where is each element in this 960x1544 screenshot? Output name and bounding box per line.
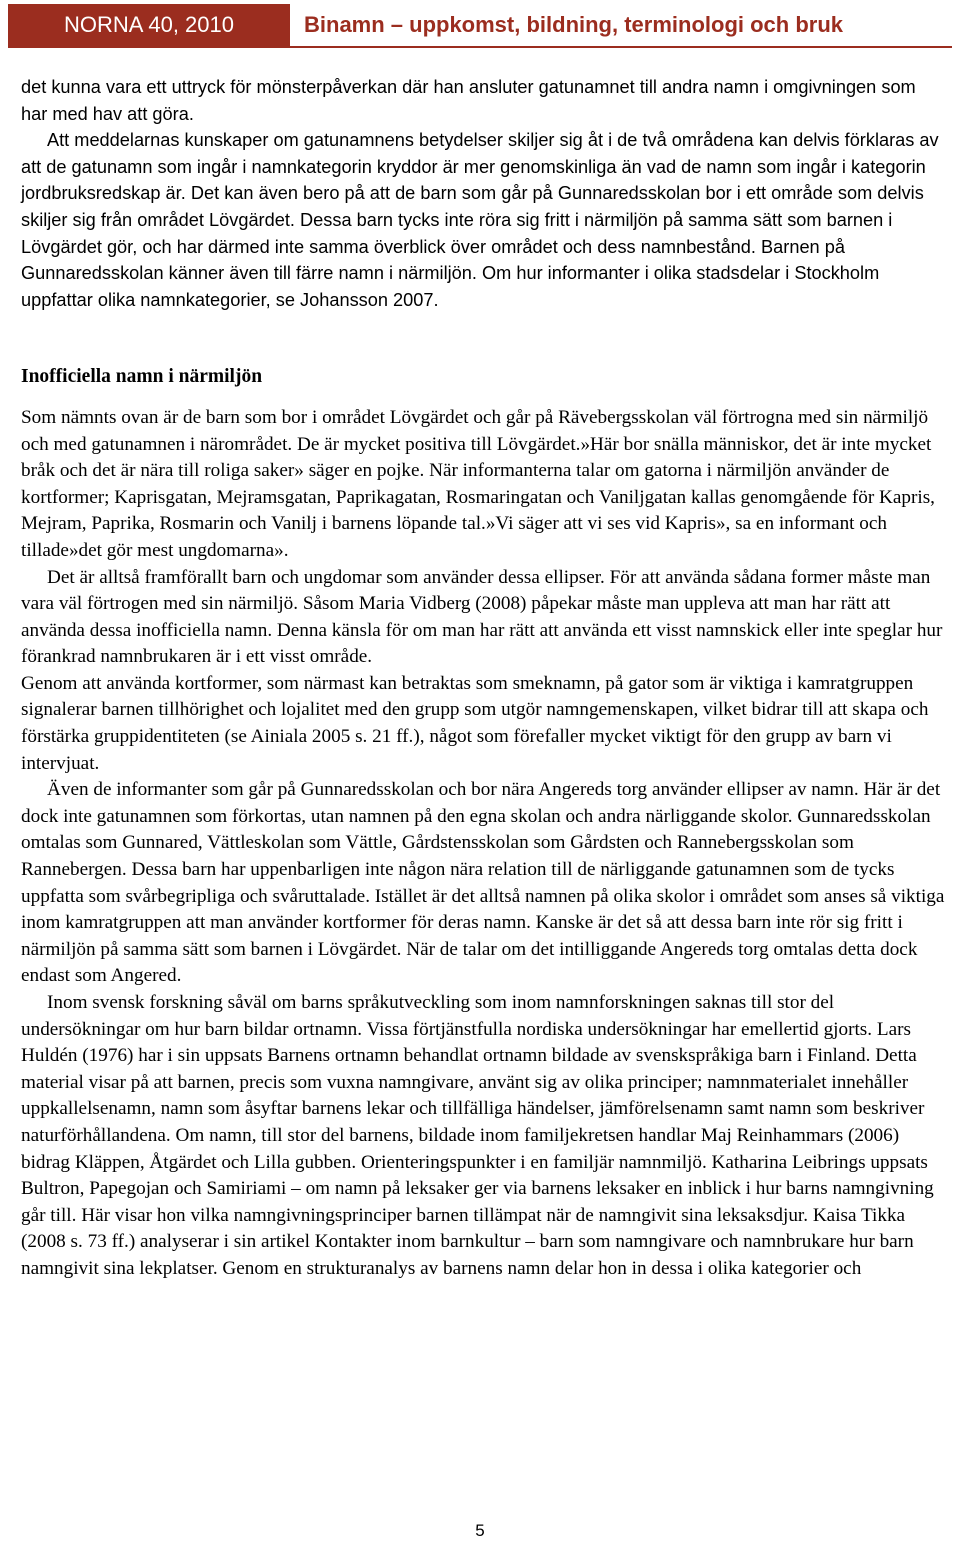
paragraph: Även de informanter som går på Gunnaredsskolan och bor nära Angereds torg använder ellipser av namn. Här är det dock inte gatunamnen som förkortas, utan namnen på den egna skolan och andra närliggande skolor. Gunnaredsskolan omtalas som Gunnared, Vättleskolan som Vättle, Gårdstensskolan som Gårdsten och Rannebergsskolan som Rannebergen. Dessa barn har uppenbarligen inte någon nära relation till de närliggande gatunamnen som de tycks uppfatta som svårbegripliga och svåruttalade. Istället är det alltså namnen på olika skolor i området som anses så viktiga inom kamratgruppen att man använder kortformer för deras namn. Kanske är det så att dessa barn inte rör sig fritt i närmiljön på samma sätt som barnen i Lövgärdet. När de talar om det intilliggande Angereds torg omtalas detta dock endast som Angered. [21,779,945,987]
paragraph: Att meddelarnas kunskaper om gatunamnens betydelser skiljer sig åt i de två områdena kan delvis förklaras av att de gatunamn som ingår i namnkategorin kryddor är mer genomskinliga än vad de namn som ingår i kategorin jordbruksredskap är. Det kan även bero på att de barn som går på Gunnaredsskolan bor i ett område som delvis skiljer sig från området Lövgärdet. Dessa barn tycks inte röra sig fritt i närmiljön på samma sätt som barnen i Lövgärdet gör, och har därmed inte samma överblick över området och dess namnbestånd. Barnen på Gunnaredsskolan känner även till färre namn i närmiljön. Om hur informanter i olika stadsdelar i Stockholm uppfattar olika namnkategorier, se Johansson 2007. [21,130,939,310]
journal-label: NORNA 40, 2010 [8,4,290,46]
paragraph: Genom att använda kortformer, som närmast kan betraktas som smeknamn, på gator som är viktiga i kamratgruppen signalerar barnen tillhörighet och lojalitet med den grupp som utgör namngemenskapen, vilket bidrar till att skapa och förstärka gruppidentiteten (se Ainiala 2005 s. 21 ff.), något som förefaller mycket viktigt för den grupp av barn vi intervjuat. [21,672,929,774]
page-number: 5 [475,1521,485,1540]
paragraph: Inom svensk forskning såväl om barns språkutveckling som inom namnforskningen saknas till stor del undersökningar om hur barn bildar ortnamn. Vissa förtjänstfulla nordiska undersökningar har emellertid gjorts. Lars Huldén (1976) har i sin uppsats Barnens ortnamn behandlat ortnamn bildade av svenskspråkiga barn i Finland. Detta material visar på att barnen, precis som vuxna namngivare, använt sig av olika principer; namnmaterialet innehåller uppkallelsenamn, namn som åsyftar barnens lekar och tillfälliga händelser, jämförelsenamn samt namn som beskriver naturförhållandena. Om namn, till stor del barnens, bildade inom familjekretsen handlar Maj Reinhammars (2006) bidrag Kläppen, Åtgärdet och Lilla gubben. Orienteringspunkter i en familjär namnmiljö. Katharina Leibrings uppsats Bultron, Papegojan och Samiriami – om namn på leksaker ger via barnens leksaker en inblick i hur barns namngivning går till. Här visar hon vilka namngivningsprinciper barnen tillämpat när de namngivit sina leksaksdjur. Kaisa Tikka (2008 s. 73 ff.) analyserar i sin artikel Kontakter inom barnkultur – barn som namngivare och namnbrukare hur barn namngivit sina lekplatser. Genom en strukturanalys av barnens namn delar hon in dessa i olika kategorier och [21,992,934,1279]
document-body [21,74,945,1283]
paragraph: Det är alltså framförallt barn och ungdomar som använder dessa ellipser. För att använda sådana former måste man vara väl förtrogen med sin närmiljö. Såsom Maria Vidberg (2008) påpekar måste man uppleva att man har rätt att använda dessa inofficiella namn. Denna känsla för om man har rätt att använda ett visst namnskick eller inte speglar hur förankrad namnbrukaren är i ett visst område. [21,566,943,668]
header-divider [8,46,952,48]
article-title: Binamn – uppkomst, bildning, terminologi och bruk [292,4,960,46]
paragraph: Som nämnts ovan är de barn som bor i området Lövgärdet och går på Rävebergsskolan väl förtrogna med sin närmiljö och med gatunamnen i närområdet. De är mycket positiva till Lövgärdet.»Här bor snälla människor, det är inte mycket bråk och det är nära till roliga saker» säger en pojke. När informanterna talar om gatorna i närmiljön använder de kortformer; Kaprisgatan, Mejramsgatan, Paprikagatan, Rosmaringatan och Vaniljgatan kallas genomgående för Kapris, Mejram, Paprika, Rosmarin och Vanilj i barnens löpande tal.»Vi säger att vi ses vid Kapris», sa en informant och tillade»det gör mest ungdomarna». [21,406,935,561]
section-heading: Inofficiella namn i närmiljön [21,366,263,388]
paragraph: det kunna vara ett uttryck för mönsterpåverkan där han ansluter gatunamnet till andra namn i omgivningen som har med hav att göra. [21,77,916,124]
page-header [0,0,960,48]
